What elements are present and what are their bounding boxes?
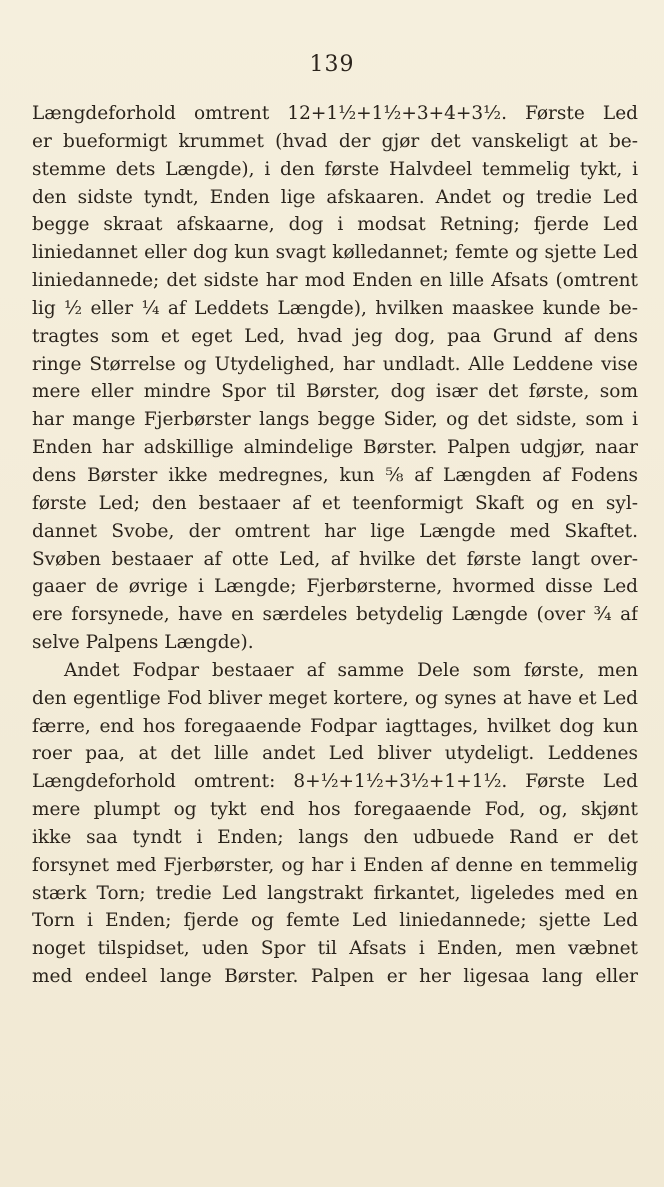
text-line: med endeel lange Børster. Palpen er her ligesaa lang eller	[32, 966, 638, 988]
text-line: er bueformigt krummet (hvad der gjør det vanskeligt at be-	[32, 130, 638, 152]
text-line: selve Palpens Længde).	[32, 632, 254, 654]
text-line: dens Børster ikke medregnes, kun ⅝ af Længden af Fodens	[32, 464, 638, 486]
text-line: stærk Torn; tredie Led langstrakt firkantet, ligeledes med en	[32, 882, 638, 904]
text-line: begge skraat afskaarne, dog i modsat Retning; fjerde Led	[32, 214, 638, 236]
text-line: noget tilspidset, uden Spor til Afsats i Enden, men væbnet	[32, 938, 638, 960]
text-line: færre, end hos foregaaende Fodpar iagttages, hvilket dog kun	[32, 715, 638, 737]
text-line: Andet Fodpar bestaaer af samme Dele som første, men	[64, 659, 638, 681]
text-line: har mange Fjerbørster langs begge Sider, og det sidste, som i	[32, 409, 638, 431]
text-line: den egentlige Fod bliver meget kortere, og synes at have et Led	[32, 687, 638, 709]
text-line: mere plumpt og tykt end hos foregaaende Fod, og, skjønt	[32, 799, 638, 821]
text-line: Enden har adskillige almindelige Børster. Palpen udgjør, naar	[32, 437, 638, 459]
page-number: 139	[309, 52, 355, 77]
text-line: liniedannede; det sidste har mod Enden en lille Afsats (omtrent	[32, 270, 638, 292]
text-line: den sidste tyndt, Enden lige afskaaren. Andet og tredie Led	[32, 186, 638, 208]
text-line: Svøben bestaaer af otte Led, af hvilke det første langt over-	[32, 548, 638, 570]
text-line: roer paa, at det lille andet Led bliver utydeligt. Leddenes	[32, 743, 638, 765]
text-line: ringe Størrelse og Utydelighed, har undladt. Alle Leddene vise	[32, 353, 638, 375]
text-line: lig ½ eller ¼ af Leddets Længde), hvilken maaskee kunde be-	[32, 297, 638, 319]
text-line: ere forsynede, have en særdeles betydelig Længde (over ¾ af	[32, 604, 638, 626]
text-line: stemme dets Længde), i den første Halvdeel temmelig tykt, i	[32, 158, 638, 180]
text-line: mere eller mindre Spor til Børster, dog især det første, som	[32, 381, 638, 403]
text-line: gaaer de øvrige i Længde; Fjerbørsterne, hvormed disse Led	[32, 576, 638, 598]
text-line: liniedannet eller dog kun svagt kølledannet; femte og sjette Led	[32, 242, 638, 264]
text-line: tragtes som et eget Led, hvad jeg dog, paa Grund af dens	[32, 325, 638, 347]
text-line: Torn i Enden; fjerde og femte Led liniedannede; sjette Led	[32, 910, 638, 932]
text-line: ikke saa tyndt i Enden; langs den udbuede Rand er det	[32, 826, 638, 848]
text-line: Længdeforhold omtrent: 8+½+1½+3½+1+1½. Første Led	[32, 771, 638, 793]
text-line: første Led; den bestaaer af et teenformigt Skaft og en syl-	[32, 492, 638, 514]
text-line: Længdeforhold omtrent 12+1½+1½+3+4+3½. Første Led	[32, 103, 638, 124]
text-line: forsynet med Fjerbørster, og har i Enden af denne en temmelig	[32, 854, 638, 876]
text-line: dannet Svobe, der omtrent har lige Længde med Skaftet.	[32, 520, 638, 542]
body-text	[32, 100, 638, 991]
